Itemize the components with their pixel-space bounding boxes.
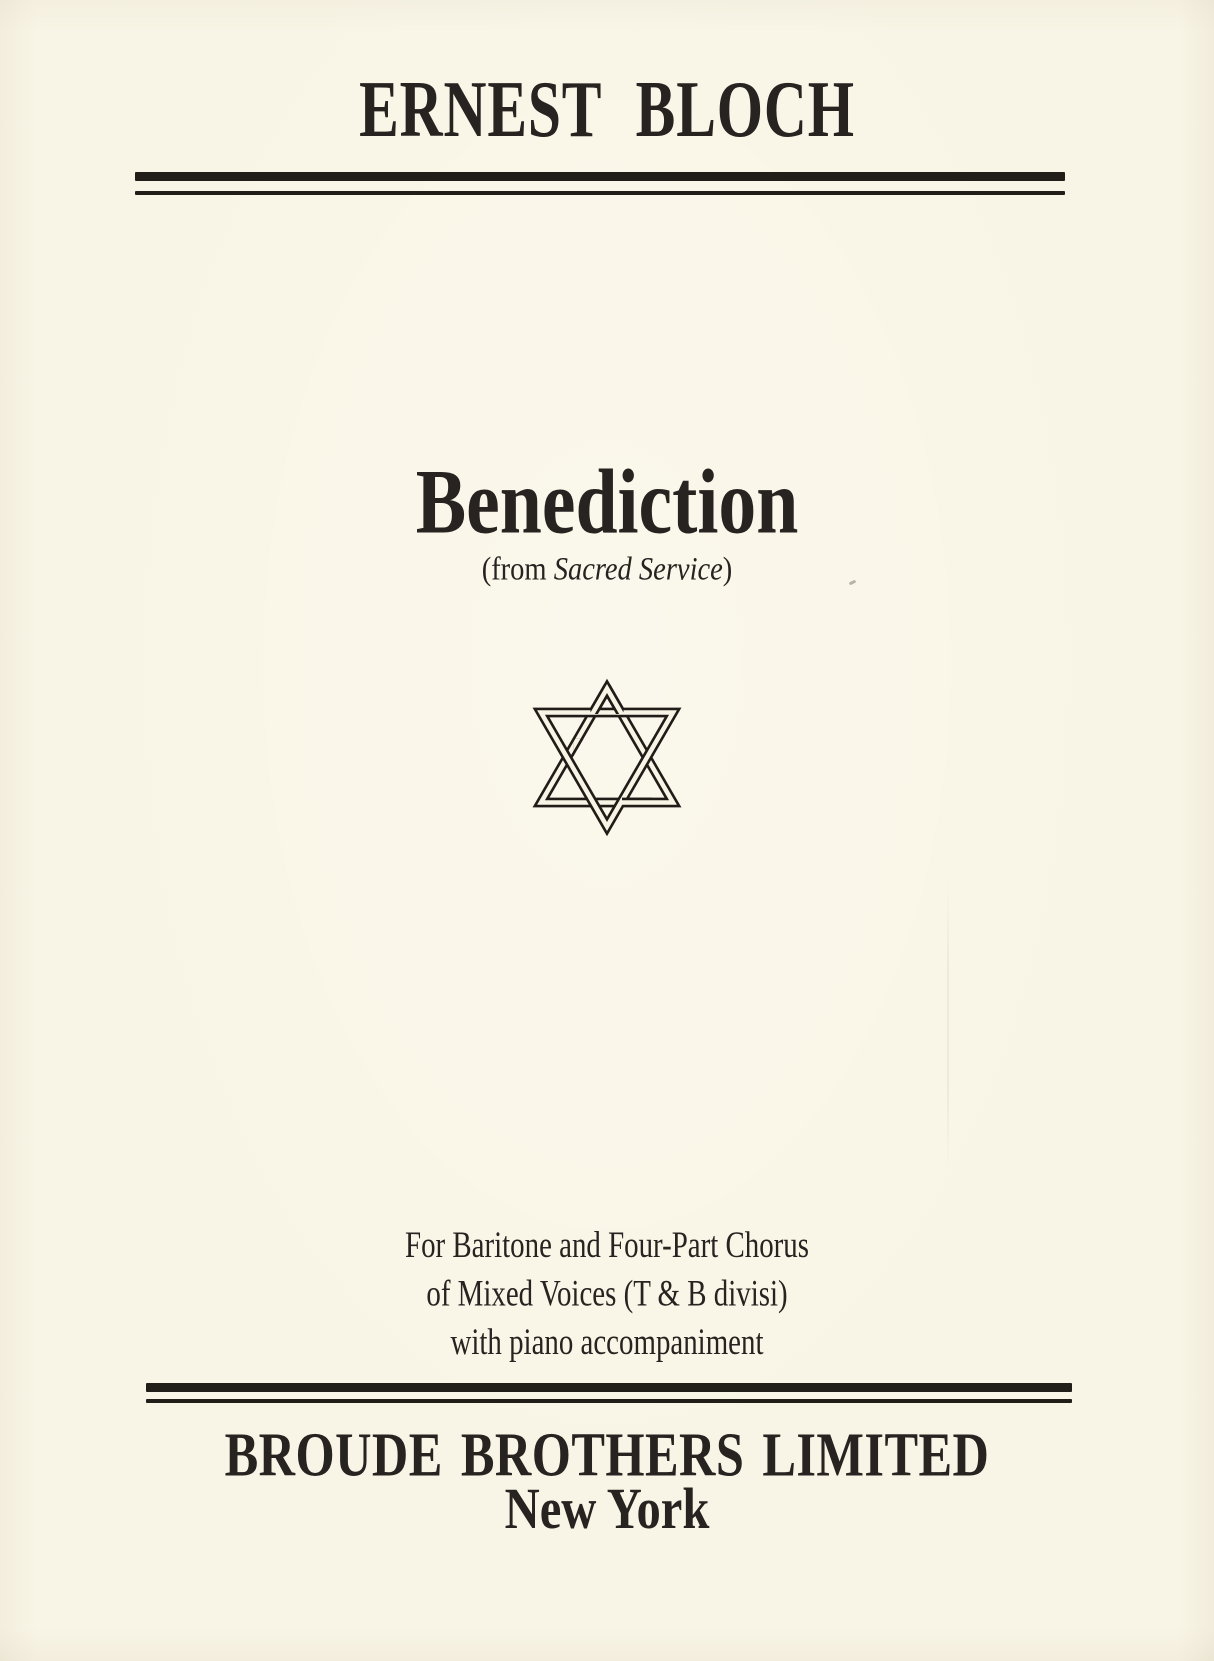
subtitle-work-name: Sacred Service bbox=[553, 551, 723, 588]
composer-name: ERNEST BLOCH bbox=[359, 66, 855, 155]
publisher-name: BROUDE BROTHERS LIMITED bbox=[224, 1419, 990, 1490]
rule-thick-line bbox=[146, 1383, 1072, 1392]
scoring-line-3: with piano accompaniment bbox=[450, 1321, 764, 1363]
scoring-line-1: For Baritone and Four-Part Chorus bbox=[405, 1225, 809, 1266]
subtitle-prefix: (from bbox=[481, 551, 554, 588]
star-of-david-icon bbox=[0, 675, 1214, 840]
rule-thick-line bbox=[135, 172, 1065, 181]
paper-crease bbox=[947, 880, 949, 1170]
publisher-city: New York bbox=[504, 1475, 710, 1541]
double-rule-bottom bbox=[146, 1383, 1072, 1403]
rule-thin-line bbox=[135, 191, 1065, 195]
work-title: Benediction bbox=[415, 451, 799, 554]
work-subtitle bbox=[30, 551, 1183, 588]
rule-thin-line bbox=[146, 1399, 1072, 1403]
subtitle-suffix: ) bbox=[722, 551, 733, 588]
double-rule-top bbox=[135, 172, 1065, 195]
scoring-line-2: of Mixed Voices (T & B divisi) bbox=[426, 1273, 788, 1315]
scoring-description bbox=[91, 1224, 1123, 1369]
